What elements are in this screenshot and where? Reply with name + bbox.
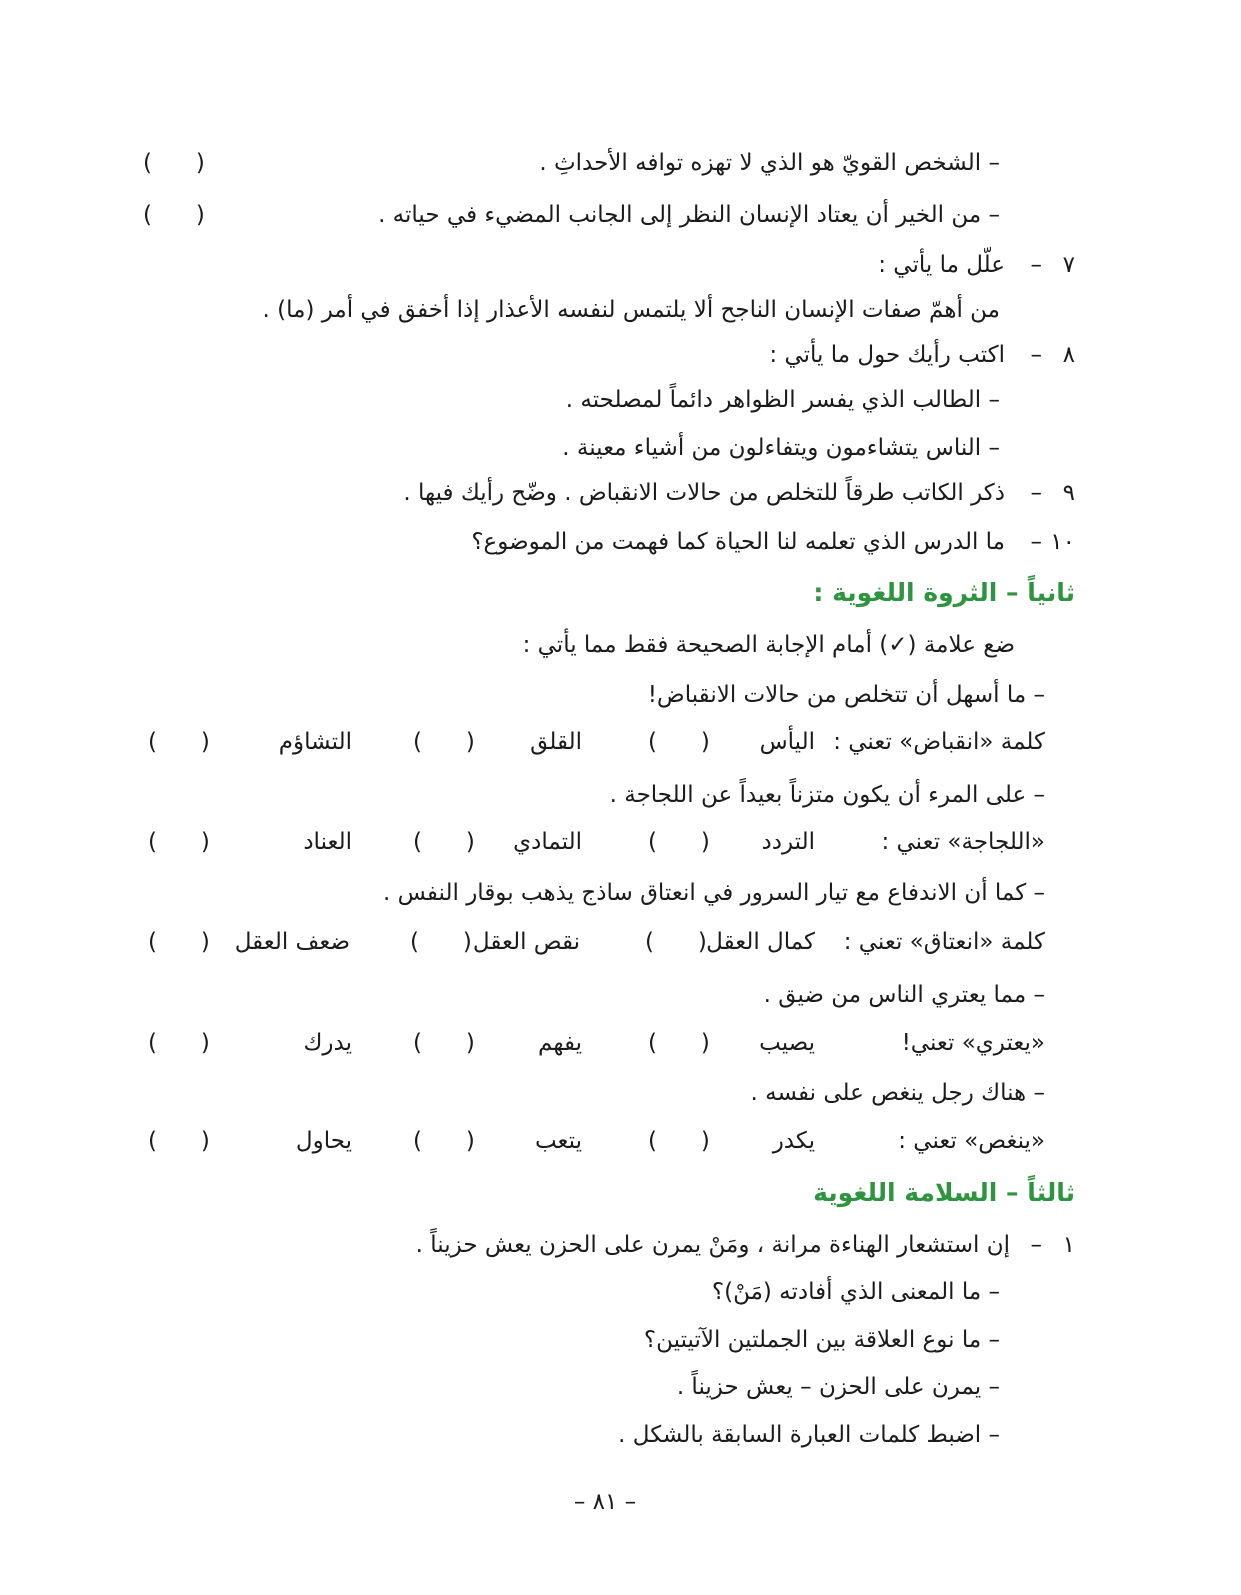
section-heading-vocabulary: ثانياً – الثروة اللغوية :: [813, 578, 1075, 607]
answer-blank: ( ): [148, 1030, 210, 1056]
option-word: يفهم: [538, 1030, 582, 1056]
grammar-question-1-prompt: إن استشعار الهناءة مرانة ، ومَنْ يمرن على الحزن يعش حزيناً .: [415, 1232, 1010, 1258]
option-word: التمادي: [513, 829, 582, 855]
question-number: ٨: [1062, 342, 1075, 368]
question-number: ١: [1062, 1232, 1075, 1258]
question-8-item-2: – الناس يتشاءمون ويتفاءلون من أشياء معينة .: [562, 435, 1000, 461]
question-8-item-1: – الطالب الذي يفسر الظواهر دائماً لمصلحته .: [565, 387, 1000, 413]
question-number: ١٠: [1050, 529, 1075, 555]
answer-blank: ( ): [413, 729, 475, 755]
answer-blank: ( ): [148, 829, 210, 855]
question-dash: –: [1030, 529, 1042, 555]
answer-blank: ( ): [148, 929, 210, 955]
option-word: اليأس: [759, 729, 815, 755]
answer-blank: ( ): [648, 829, 710, 855]
vocabulary-label: كلمة «انعتاق» تعني :: [843, 929, 1045, 955]
question-dash: –: [1030, 252, 1042, 278]
answer-blank: ( ): [413, 1128, 475, 1154]
vocabulary-label: «يعتري» تعني!: [901, 1030, 1045, 1056]
grammar-item-1: – ما المعنى الذي أفادته (مَنْ)؟: [711, 1279, 1000, 1305]
vocabulary-label: «اللجاجة» تعني :: [881, 829, 1045, 855]
option-word: التشاؤم: [278, 729, 352, 755]
answer-blank: ( ): [648, 1030, 710, 1056]
statement-1: – الشخص القويّ هو الذي لا تهزه توافه الأحداثِ .: [539, 150, 1000, 176]
section-heading-grammar: ثالثاً – السلامة اللغوية: [813, 1178, 1075, 1207]
question-7-prompt: علّل ما يأتي :: [878, 252, 1005, 278]
vocabulary-sentence: – ما أسهل أن تتخلص من حالات الانقباض!: [647, 682, 1045, 708]
grammar-item-4: – اضبط كلمات العبارة السابقة بالشكل .: [618, 1422, 1000, 1448]
question-9-prompt: ذكر الكاتب طرقاً للتخلص من حالات الانقباض . وضّح رأيك فيها .: [403, 480, 1005, 506]
vocabulary-sentence: – على المرء أن يكون متزناً بعيداً عن اللجاجة .: [609, 782, 1045, 808]
answer-blank: ( ): [648, 1128, 710, 1154]
vocabulary-sentence: – هناك رجل ينغص على نفسه .: [750, 1080, 1045, 1106]
option-word: يتعب: [534, 1128, 582, 1154]
vocabulary-sentence: – كما أن الاندفاع مع تيار السرور في انعتاق ساذج يذهب بوقار النفس .: [382, 880, 1045, 906]
grammar-item-3: – يمرن على الحزن – يعش حزيناً .: [676, 1374, 1000, 1400]
question-dash: –: [1030, 480, 1042, 506]
option-word: يكدر: [772, 1128, 815, 1154]
question-number: ٧: [1062, 252, 1075, 278]
answer-blank: ( ): [148, 1128, 210, 1154]
vocabulary-instruction: ضع علامة (✓) أمام الإجابة الصحيحة فقط مما يأتي :: [522, 632, 1015, 658]
answer-blank: ( ): [410, 929, 472, 955]
option-word: التردد: [761, 829, 815, 855]
question-dash: –: [1030, 1232, 1042, 1258]
option-word: العناد: [303, 829, 352, 855]
option-word: القلق: [530, 729, 582, 755]
answer-blank: ( ): [413, 1030, 475, 1056]
answer-blank: ( ): [148, 729, 210, 755]
option-word: ضعف العقل: [234, 929, 350, 955]
option-word: كمال العقل: [706, 929, 815, 955]
question-10-prompt: ما الدرس الذي تعلمه لنا الحياة كما فهمت من الموضوع؟: [471, 529, 1005, 555]
answer-blank: ( ): [143, 150, 205, 176]
question-number: ٩: [1062, 480, 1075, 506]
answer-blank: ( ): [413, 829, 475, 855]
page-number: – ٨١ –: [573, 1489, 637, 1515]
answer-blank: ( ): [648, 729, 710, 755]
question-8-prompt: اكتب رأيك حول ما يأتي :: [769, 342, 1005, 368]
option-word: يصيب: [759, 1030, 815, 1056]
answer-blank: ( ): [143, 202, 205, 228]
question-dash: –: [1030, 342, 1042, 368]
option-word: نقص العقل: [472, 929, 580, 955]
vocabulary-sentence: – مما يعتري الناس من ضيق .: [763, 982, 1045, 1008]
vocabulary-label: كلمة «انقباض» تعني :: [833, 729, 1045, 755]
option-word: يحاول: [295, 1128, 352, 1154]
answer-blank: ( ): [645, 929, 707, 955]
vocabulary-label: «ينغص» تعني :: [898, 1128, 1045, 1154]
grammar-item-2: – ما نوع العلاقة بين الجملتين الآتيتين؟: [643, 1327, 1000, 1353]
question-7-body: من أهمّ صفات الإنسان الناجح ألا يلتمس لنفسه الأعذار إذا أخفق في أمر (ما) .: [262, 297, 1000, 323]
statement-2: – من الخير أن يعتاد الإنسان النظر إلى الجانب المضيء في حياته .: [378, 202, 1000, 228]
option-word: يدرك: [303, 1030, 352, 1056]
